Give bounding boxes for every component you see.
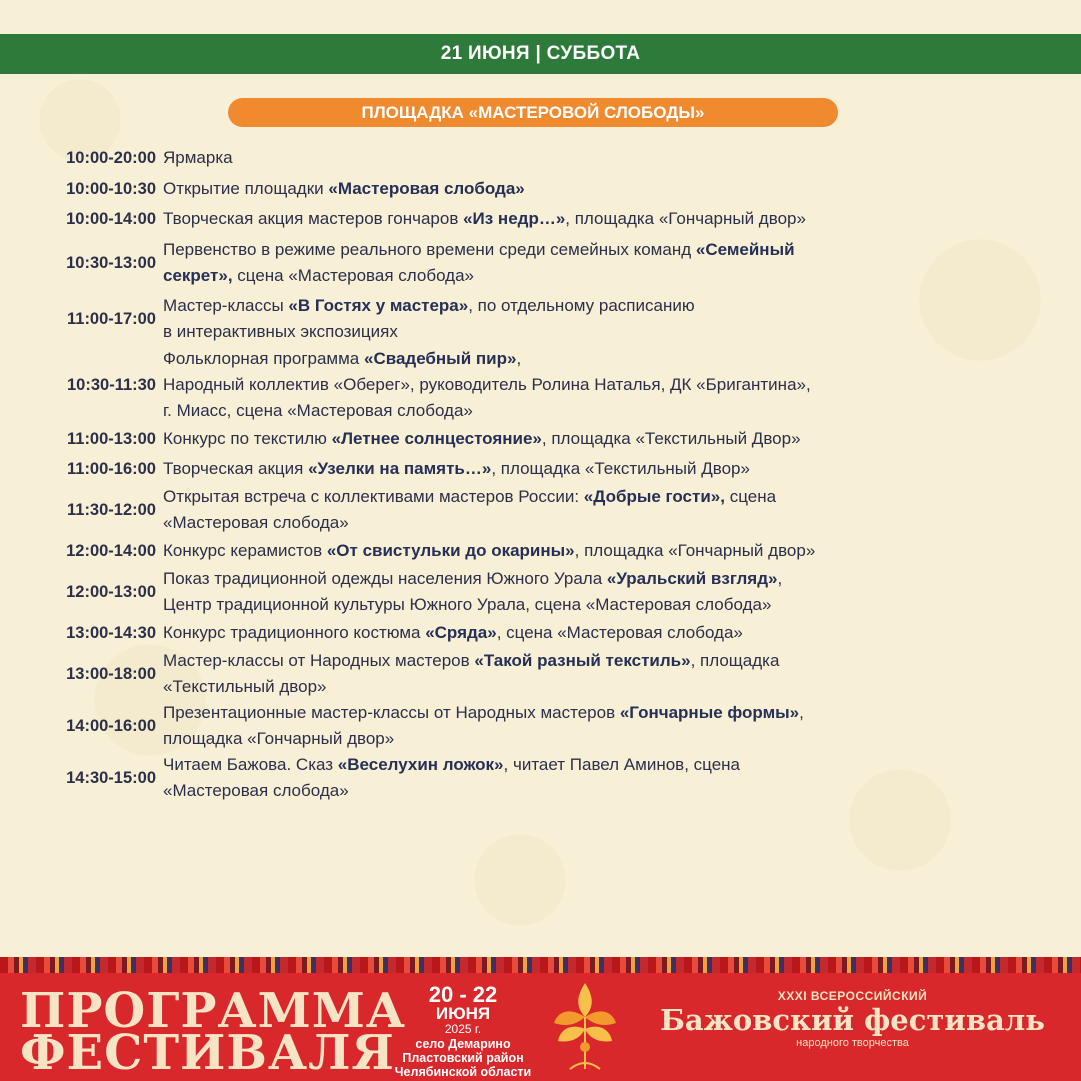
schedule-description [163, 206, 806, 232]
description-text: , площадка «Гончарный двор» [574, 541, 816, 560]
schedule-time: 13:00-14:30 [66, 623, 156, 642]
schedule-description [163, 538, 815, 564]
schedule-time: 11:30-12:00 [67, 500, 156, 519]
venue-title-badge [228, 98, 838, 127]
description-text: Мастер-классы [163, 296, 289, 315]
description-text: Мастер-классы от Народных мастеров [163, 651, 475, 670]
description-line [163, 778, 740, 804]
description-line [163, 176, 525, 202]
description-line [163, 372, 811, 398]
schedule-row [0, 752, 740, 804]
description-text: Творческая акция мастеров гончаров [163, 209, 464, 228]
schedule-row [0, 346, 811, 424]
schedule-description [163, 346, 811, 424]
description-line [163, 674, 779, 700]
description-text: Центр традиционной культуры Южного Урала, сцена «Мастеровая слобода» [163, 595, 772, 614]
date-range: 20 - 22 [428, 982, 498, 1007]
festival-name: Бажовский фестиваль [660, 1003, 1045, 1037]
description-line [163, 648, 779, 674]
description-text: , читает Павел Аминов, сцена [503, 755, 740, 774]
schedule-description [163, 484, 776, 536]
event-title: «Добрые гости», [583, 487, 725, 506]
festival-name-block [650, 989, 1055, 1049]
event-title: «Гончарные формы» [619, 703, 800, 722]
schedule-description [163, 176, 525, 202]
schedule-row [0, 204, 806, 234]
description-text: площадка «Гончарный двор» [163, 729, 395, 748]
event-title: «Летнее солнцестояние» [331, 429, 542, 448]
festival-edition: XXXI ВСЕРОССИЙСКИЙ [777, 989, 928, 1003]
schedule-time: 12:00-13:00 [66, 582, 156, 601]
festival-footer-banner [0, 957, 1081, 1081]
festival-subtitle: народного творчества [796, 1037, 909, 1049]
description-text: Конкурс традиционного костюма [163, 623, 426, 642]
schedule-row [0, 648, 779, 700]
schedule-row [0, 174, 525, 204]
description-text: сцена [724, 487, 777, 506]
description-text: Народный коллектив «Оберег», руководитель Ролина Наталья, ДК «Бригантина», [163, 375, 811, 394]
schedule-description [163, 566, 782, 618]
description-line [163, 346, 811, 372]
schedule-description [163, 145, 233, 171]
description-line [163, 620, 743, 646]
description-text: , сцена «Мастеровая слобода» [496, 623, 743, 642]
festival-emblem-icon [540, 977, 630, 1077]
program-title-line1: ПРОГРАММА [20, 983, 406, 1039]
description-text: «Мастеровая слобода» [163, 781, 349, 800]
schedule-description [163, 426, 801, 452]
schedule-time: 10:00-20:00 [66, 148, 156, 167]
event-title: «Уральский взгляд» [606, 569, 778, 588]
schedule-description [163, 700, 804, 752]
description-text: г. Миасс, сцена «Мастеровая слобода» [163, 401, 473, 420]
schedule-time: 11:00-13:00 [67, 429, 156, 448]
event-title: секрет», [163, 266, 233, 285]
description-text: , [777, 569, 783, 588]
description-text: , [799, 703, 804, 722]
description-line [163, 293, 695, 319]
schedule-description [163, 293, 695, 345]
description-text: «Текстильный двор» [163, 677, 327, 696]
description-text: Конкурс керамистов [163, 541, 327, 560]
event-title: «Такой разный текстиль» [474, 651, 691, 670]
ornament-strip [0, 957, 1081, 973]
event-title: «Мастеровая слобода» [328, 179, 525, 198]
schedule-row [0, 536, 815, 566]
schedule-time: 10:30-11:30 [67, 375, 156, 394]
schedule-row [0, 700, 804, 752]
description-line [163, 426, 801, 452]
location-line: Пластовский район [402, 1051, 524, 1065]
description-text: «Мастеровая слобода» [163, 513, 349, 532]
schedule-time: 10:00-14:00 [66, 209, 156, 228]
venue-title: ПЛОЩАДКА «МАСТЕРОВОЙ СЛОБОДЫ» [361, 102, 705, 122]
description-line [163, 206, 806, 232]
description-line [163, 145, 233, 171]
description-text: Открытая встреча с коллективами мастеров России: [163, 487, 584, 506]
description-line [163, 700, 804, 726]
description-text: Читаем Бажова. Сказ [163, 755, 338, 774]
event-title: «От свистульки до окарины» [326, 541, 575, 560]
event-title: «Свадебный пир» [363, 349, 517, 368]
description-text: Показ традиционной одежды населения Южного Урала [163, 569, 607, 588]
description-text: Творческая акция [163, 459, 309, 478]
description-text: , площадка [690, 651, 780, 670]
event-title: «Узелки на память…» [308, 459, 492, 478]
date-month: ИЮНЯ [435, 1004, 491, 1023]
schedule-time: 10:00-10:30 [66, 179, 156, 198]
location-line: село Демарино [415, 1037, 511, 1051]
schedule-description [163, 237, 795, 289]
event-title: «Семейный [695, 240, 795, 259]
description-line [163, 538, 815, 564]
schedule-description [163, 620, 743, 646]
description-text: сцена «Мастеровая слобода» [232, 266, 474, 285]
description-text: Открытие площадки [163, 179, 329, 198]
event-title: «Сряда» [425, 623, 497, 642]
event-title: «Из недр…» [463, 209, 566, 228]
description-text: , площадка «Гончарный двор» [565, 209, 806, 228]
description-text: Презентационные мастер-классы от Народных мастеров [163, 703, 620, 722]
schedule-time: 10:30-13:00 [66, 253, 156, 272]
schedule-description [163, 752, 740, 804]
schedule-time: 14:30-15:00 [66, 768, 156, 787]
description-line [163, 510, 776, 536]
description-line [163, 484, 776, 510]
description-text: , площадка «Текстильный Двор» [541, 429, 801, 448]
description-line [163, 237, 795, 263]
schedule-row [0, 618, 743, 648]
date-year: 2025 г. [444, 1022, 482, 1036]
schedule-row [0, 484, 776, 536]
schedule-row [0, 566, 782, 618]
schedule-row [0, 454, 750, 484]
description-text: Конкурс по текстилю [163, 429, 332, 448]
description-line [163, 398, 811, 424]
description-text: Первенство в режиме реального времени среди семейных команд [163, 240, 696, 259]
schedule-description [163, 648, 779, 700]
description-line [163, 726, 804, 752]
description-line [163, 456, 750, 482]
description-text: , [516, 349, 522, 368]
location-line: Челябинской области [394, 1065, 532, 1079]
description-text: Фольклорная программа [163, 349, 364, 368]
description-line [163, 319, 695, 345]
description-line [163, 752, 740, 778]
schedule-time: 12:00-14:00 [66, 541, 156, 560]
description-text: , по отдельному расписанию [468, 296, 695, 315]
schedule-row [0, 142, 233, 174]
schedule-time: 11:00-16:00 [67, 459, 156, 478]
program-title-line2: ФЕСТИВАЛЯ [20, 1025, 395, 1081]
date-header-band [0, 34, 1081, 74]
festival-dates [392, 982, 534, 1079]
schedule-row [0, 234, 795, 292]
description-line [163, 566, 782, 592]
schedule-time: 14:00-16:00 [66, 716, 156, 735]
schedule-description [163, 456, 750, 482]
description-text: в интерактивных экспозициях [163, 322, 398, 341]
date-header: 21 ИЮНЯ | СУББОТА [440, 43, 641, 64]
description-text: , площадка «Текстильный Двор» [491, 459, 750, 478]
schedule-time: 13:00-18:00 [66, 664, 156, 683]
schedule-time: 11:00-17:00 [67, 309, 156, 328]
event-title: «В Гостях у мастера» [288, 296, 469, 315]
description-text: Ярмарка [163, 148, 233, 167]
description-line [163, 263, 795, 289]
event-title: «Веселухин ложок» [337, 755, 504, 774]
schedule-row [0, 292, 695, 346]
schedule-row [0, 424, 801, 454]
description-line [163, 592, 782, 618]
